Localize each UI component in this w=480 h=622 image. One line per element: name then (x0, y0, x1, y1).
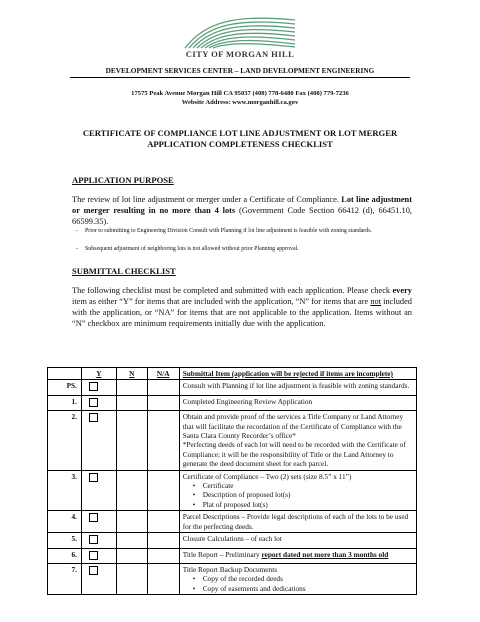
y-checkbox[interactable] (89, 473, 98, 482)
item-text: Title Report Backup Documents (182, 564, 278, 574)
purpose-text-b: Lot line adjustment or merger resulting in no more than 4 lots (72, 195, 412, 215)
table-row (48, 511, 417, 533)
column-na-header: N/A (147, 368, 179, 380)
header-divider (70, 77, 410, 78)
purpose-note: - Subsequent adjustment of neighboring lots is not allowed without prior Planning approval. (76, 246, 410, 254)
row-number: 1. (48, 395, 82, 410)
row-number: 5. (48, 533, 82, 548)
item-text: Title Report – Preliminary (182, 549, 262, 559)
item-text: Certificate of Compliance – Two (2) sets (size 8.5” x 11”) (182, 471, 352, 481)
list-item: • Description of proposed lot(s) (203, 490, 413, 499)
item-note: *Perfecting deeds of each lot will need to be recorded with the Certificate of Compliance; it will be the responsibility of Title or the Land Attorney to generate the deed document sheet for each parcel. (182, 440, 406, 469)
row-number: 2. (48, 411, 82, 470)
item-description: Parcel Descriptions – Provide legal descriptions of each of the lots to be used for the perfecting deeds. (179, 511, 416, 533)
document-subtitle: APPLICATION COMPLETENESS CHECKLIST (147, 139, 333, 149)
purpose-note-text: Prior to submitting to Engineering Division Consult with Planning if lot line adjustment is feasible with zoning standards. (85, 228, 372, 234)
item-description: Consult with Planning if lot line adjustment is feasible with zoning standards. (179, 380, 416, 395)
table-row (48, 470, 417, 511)
row-number: PS. (48, 380, 82, 395)
y-checkbox[interactable] (89, 513, 98, 522)
hills-logo-icon (180, 12, 300, 50)
website-line: Website Address: www.morganhill.ca.gov (181, 99, 299, 106)
purpose-note-text: Subsequent adjustment of neighboring lots is not allowed without prior Planning approval. (85, 246, 299, 252)
y-checkbox[interactable] (89, 382, 98, 391)
document-title: CERTIFICATE OF COMPLIANCE LOT LINE ADJUSTMENT OR LOT MERGER (82, 128, 398, 138)
table-row (48, 533, 417, 548)
submittal-heading: SUBMITTAL CHECKLIST (72, 266, 176, 276)
address-line: 17575 Peak Avenue Morgan Hill CA 95037 (408) 778-6480 Fax (408) 779-7236 (131, 90, 349, 97)
y-checkbox[interactable] (89, 398, 98, 407)
list-item: • Plat of proposed lot(s) (203, 500, 413, 509)
table-row (48, 548, 417, 563)
purpose-note: - Prior to submitting to Engineering Division Consult with Planning if lot line adjustment is feasible with zoning standards. (76, 228, 410, 236)
item-description (179, 563, 416, 594)
list-item: • Copy of the recorded deeds (203, 574, 413, 583)
item-description: Completed Engineering Review Application (179, 395, 416, 410)
checklist-table (47, 367, 417, 595)
column-n-header: N (116, 368, 147, 380)
purpose-heading: APPLICATION PURPOSE (72, 175, 174, 185)
item-description: Closure Calculations – of each lot (179, 533, 416, 548)
y-checkbox[interactable] (89, 551, 98, 560)
department-name: DEVELOPMENT SERVICES CENTER – LAND DEVELOPMENT ENGINEERING (105, 66, 375, 75)
bullet-list (183, 574, 413, 593)
submittal-text-every: every (392, 286, 412, 295)
submittal-paragraph (72, 285, 412, 329)
row-number: 4. (48, 511, 82, 533)
purpose-text-a: The review of lot line adjustment or merger under a Certificate of Compliance. (72, 195, 342, 204)
table-header-row (48, 368, 417, 380)
item-description (179, 548, 416, 563)
submittal-text: included with the application, or “NA” for items that are not applicable to the application. Items without an “N” checkbox are minimum requirements initially due with the application. (72, 297, 412, 328)
row-number: 7. (48, 563, 82, 594)
y-checkbox[interactable] (89, 535, 98, 544)
item-text: Obtain and provide proof of the services a Title Company or Land Attorney that will facilitate the recordation of the Certificate of Compliance with the Santa Clara County Recorder’s office* (182, 412, 404, 441)
table-row (48, 411, 417, 470)
y-checkbox[interactable] (89, 566, 98, 575)
column-y-header: Y (81, 368, 116, 380)
purpose-text-c: (Government Code Section 66412 (d), 66451.10, 66599.35). (72, 206, 412, 226)
purpose-paragraph (72, 194, 412, 227)
row-number: 3. (48, 470, 82, 511)
submittal-text: The following checklist must be completed and submitted with each application. Please check (72, 286, 393, 295)
submittal-text: item as either “Y” for items that are included with the application, “N” for items that are (72, 297, 371, 306)
list-item: • Copy of easements and dedications (203, 584, 413, 593)
bullet-list (183, 481, 413, 509)
table-row (48, 395, 417, 410)
list-item: • Certificate (203, 481, 413, 490)
row-number: 6. (48, 548, 82, 563)
column-item-header: Submittal Item (application will be rejected if items are incomplete) (179, 368, 416, 380)
submittal-text-not: not (370, 297, 382, 306)
item-text-emphasis: report dated not more than 3 months old (261, 549, 389, 559)
item-description (179, 411, 416, 470)
table-row (48, 380, 417, 395)
item-description (179, 470, 416, 511)
table-row (48, 563, 417, 594)
y-checkbox[interactable] (89, 413, 98, 422)
city-name: CITY OF MORGAN HILL (185, 49, 295, 59)
